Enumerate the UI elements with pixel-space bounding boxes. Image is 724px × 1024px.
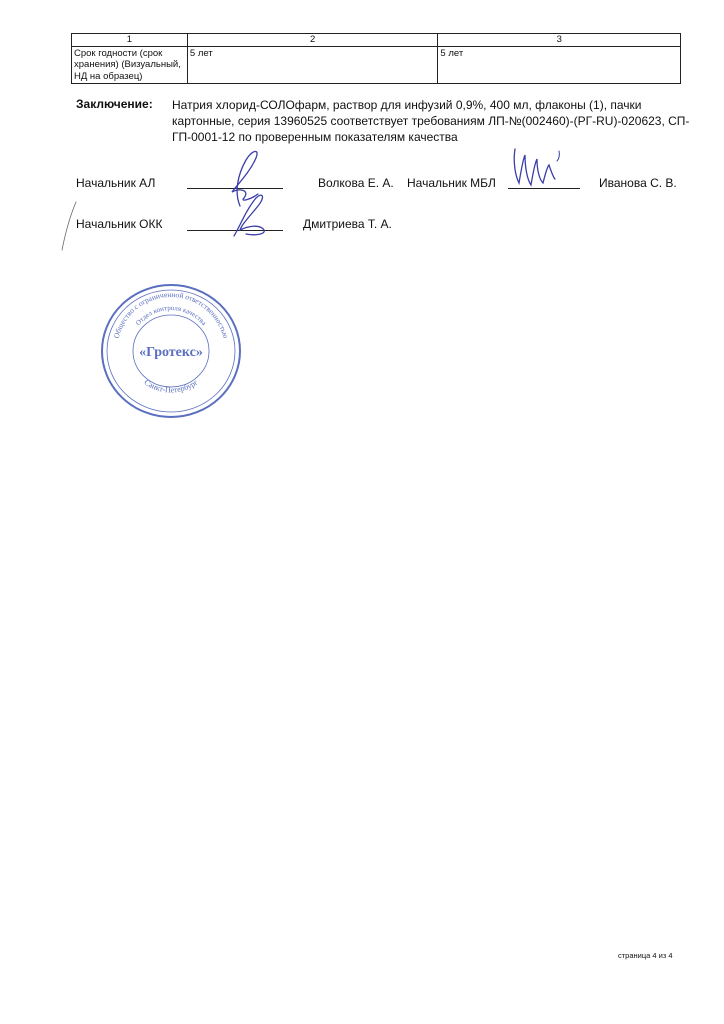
okk-handwritten-signature — [226, 190, 276, 242]
margin-pen-mark — [58, 198, 80, 254]
table-header-cell: 2 — [187, 34, 438, 47]
spec-table — [71, 33, 681, 84]
conclusion-label: Заключение: — [76, 97, 153, 111]
requirement-cell: 5 лет — [187, 46, 438, 84]
mbl-title: Начальник МБЛ — [407, 176, 496, 190]
company-stamp — [100, 282, 242, 420]
al-title: Начальник АЛ — [76, 176, 156, 190]
stamp-ring-inner-text: Отдел контроля качества — [134, 303, 208, 328]
result-cell: 5 лет — [438, 46, 681, 84]
parameter-cell: Срок годности (срок хранения) (Визуальный, НД на образец) — [72, 46, 188, 84]
al-name: Волкова Е. А. — [318, 176, 394, 190]
stamp-ring-bottom-text: Санкт-Петербург — [142, 377, 200, 395]
okk-name: Дмитриева Т. А. — [303, 217, 392, 231]
okk-title: Начальник ОКК — [76, 217, 163, 231]
mbl-handwritten-signature — [505, 145, 565, 191]
table-header-cell: 1 — [72, 34, 188, 47]
page-number: страница 4 из 4 — [618, 951, 673, 960]
table-row — [72, 46, 681, 84]
conclusion-text: Натрия хлорид-СОЛОфарм, раствор для инфузий 0,9%, 400 мл, флаконы (1), пачки картонные, серия 13960525 соответствует требованиям ЛП-№(002460)-(РГ-RU)-020623, СП-ГП-0001-12 по проверенным показателям качества — [172, 98, 690, 144]
table-header-cell: 3 — [438, 34, 681, 47]
stamp-ring-top-text: Общество с ограниченной ответственностью — [111, 289, 231, 340]
table-header-row — [72, 34, 681, 47]
stamp-center-text: «Гротекс» — [139, 345, 203, 360]
mbl-name: Иванова С. В. — [599, 176, 677, 190]
